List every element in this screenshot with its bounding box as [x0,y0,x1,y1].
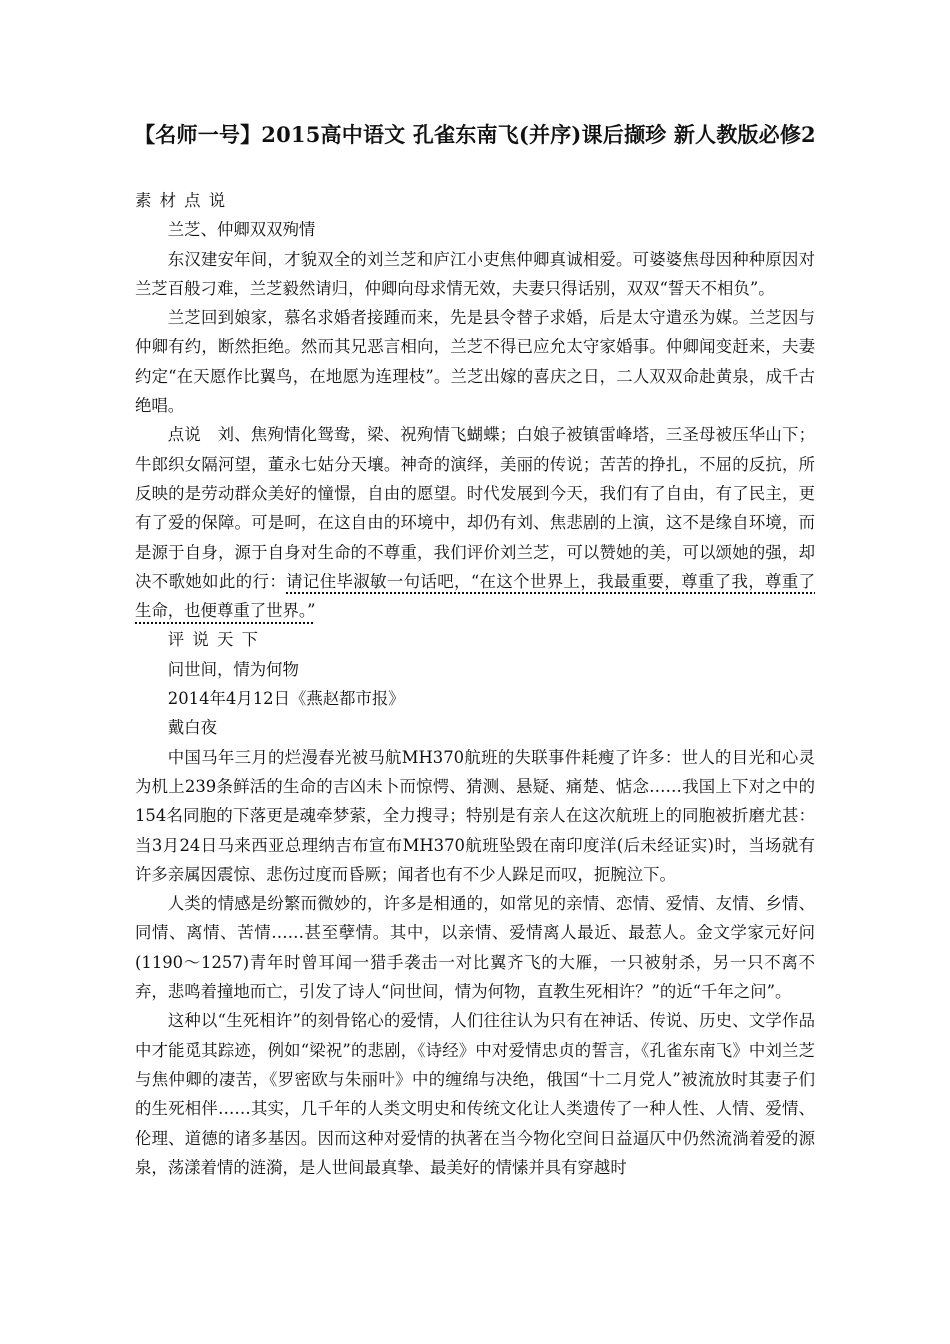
document-body [135,186,815,1182]
article-source: 2014年4月12日《燕赵都市报》 [167,689,405,709]
paragraph: 这种以“生死相许”的刻骨铭心的爱情，人们往往认为只有在神话、传说、历史、文学作品中才能觅其踪迹，例如“梁祝”的悲剧，《诗经》中对爱情忠贞的誓言，《孔雀东南飞》中刘兰芝与焦仲卿的凄苦，《罗密欧与朱丽叶》中的缠绵与决绝，俄国“十二月党人”被流放时其妻子们的生死相伴……其实，几千年的人类文明史和传统文化让人类遗传了一种人性、人情、爱情、伦理、道德的诸多基因。因而这种对爱情的执著在当今物化空间日益逼仄中仍然流淌着爱的源泉，荡漾着情的涟漪，是人世间最真挚、最美好的情愫并具有穿越时 [135,1011,815,1177]
paragraph: 人类的情感是纷繁而微妙的，许多是相通的，如常见的亲情、恋情、爱情、友情、乡情、同情、离情、苦情……甚至孽情。其中，以亲情、爱情离人最近、最惹人。金文学家元好问(1190～1257)青年时曾耳闻一猎手袭击一对比翼齐飞的大雁，一只被射杀，另一只不离不弃，悲鸣着撞地而亡，引发了诗人“问世间，情为何物，直教生死相许？”的近“千年之问”。 [135,894,815,1002]
document-title: 【名师一号】2015高中语文 孔雀东南飞(并序)课后撷珍 新人教版必修2 [134,122,816,147]
commentary-paragraph [135,420,815,625]
commentary-text: 点说 刘、焦殉情化鸳鸯，梁、祝殉情飞蝴蝶；白娘子被镇雷峰塔，三圣母被压华山下；牛郎织女隔河望，董永七姑分天壤。神奇的演绎，美丽的传说；苦苦的挣扎，不屈的反抗，所反映的是劳动群众美好的憧憬，自由的愿望。时代发展到今天，我们有了自由，有了民主，更有了爱的保障。可是呵，在这自由的环境中，却仍有刘、焦悲剧的上演，这不是缘自环境，而是源于自身，源于自身对生命的不尊重，我们评价刘兰芝，可以赞她的美，可以颂她的强，却决不歌她如此的行： [135,425,815,591]
paragraph: 中国马年三月的烂漫春光被马航MH370航班的失联事件耗瘦了许多：世人的目光和心灵为机上239条鲜活的生命的吉凶未卜而惊愕、猜测、悬疑、痛楚、惦念……我国上下对之中的154名同胞的下落更是魂牵梦萦，全力搜寻；特别是有亲人在这次航班上的同胞被折磨尤甚：当3月24日马来西亚总理纳吉布宣布MH370航班坠毁在南印度洋(后未经证实)时，当场就有许多亲属因震惊、悲伤过度而昏厥；闻者也有不少人跺足而叹，扼腕泣下。 [135,747,815,884]
emphasized-quote: 请记住毕淑敏一句话吧，“在这个世界上，我最重要，尊重了我，尊重了生命，也便尊重了世界。” [135,571,815,621]
section-heading-materials: 素材点说 [135,191,234,210]
section-subtitle: 兰芝、仲卿双双殉情 [167,220,316,240]
paragraph: 兰芝回到娘家，慕名求婚者接踵而来，先是县令替子求婚，后是太守遣丞为媒。兰芝因与仲卿有约，断然拒绝。然而其兄恶言相向，兰芝不得已应允太守家婚事。仲卿闻变赶来，夫妻约定“在天愿作比翼鸟，在地愿为连理枝”。兰芝出嫁的喜庆之日，二人双双命赴黄泉，成千古绝唱。 [135,308,815,416]
paragraph: 东汉建安年间，才貌双全的刘兰芝和庐江小吏焦仲卿真诚相爱。可婆婆焦母因种种原因对兰芝百般刁难，兰芝毅然请归，仲卿向母求情无效，夫妻只得话别，双双“誓天不相负”。 [135,249,815,298]
section-heading-commentary: 评说天下 [167,630,267,650]
article-author: 戴白夜 [167,718,217,738]
article-title: 问世间，情为何物 [167,659,299,679]
